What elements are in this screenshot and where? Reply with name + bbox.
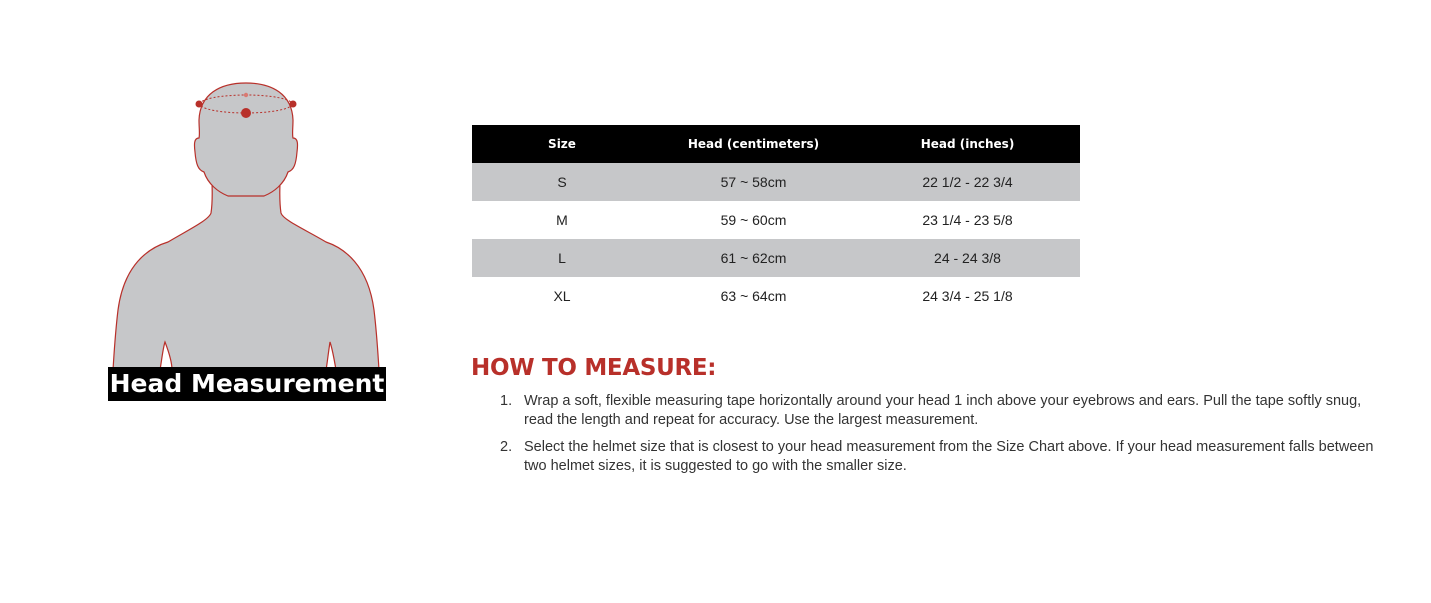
step-text: Wrap a soft, flexible measuring tape horizontally around your head 1 inch above your eyebrows and ears. Pull the tape softly snug, read the length and repeat for accuracy. Use the largest measurement. — [524, 393, 1362, 428]
list-item — [500, 392, 1380, 430]
tape-marker-front — [241, 108, 251, 118]
header-head-inches: Head (inches) — [855, 125, 1080, 163]
measure-steps-list — [500, 392, 1380, 484]
person-silhouette-illustration — [108, 80, 386, 370]
table-header-row — [472, 125, 1080, 163]
table-row — [472, 201, 1080, 239]
step-text: Select the helmet size that is closest to your head measurement from the Size Chart above. If your head measurement falls between two helmet sizes, it is suggested to go with the smaller size. — [524, 439, 1374, 474]
list-item — [500, 438, 1380, 476]
step-number: 2. — [500, 439, 513, 455]
how-to-measure-title: HOW TO MEASURE: — [471, 355, 717, 381]
size-cell: L — [472, 239, 652, 277]
cm-cell: 63 ~ 64cm — [720, 288, 787, 304]
table-row — [472, 277, 1080, 315]
inches-cell: 23 1/4 - 23 5/8 — [922, 212, 1013, 228]
figure-label: Head Measurement — [108, 367, 386, 401]
size-cell: XL — [553, 288, 571, 304]
size-cell: S — [472, 163, 652, 201]
inches-cell: 22 1/2 - 22 3/4 — [855, 163, 1080, 201]
size-chart-table — [472, 125, 1080, 315]
header-head-cm: Head (centimeters) — [652, 125, 855, 163]
header-size: Size — [472, 125, 652, 163]
cm-cell: 59 ~ 60cm — [720, 212, 787, 228]
head-measurement-figure — [108, 80, 386, 402]
tape-marker-left — [196, 101, 203, 108]
cm-cell: 57 ~ 58cm — [652, 163, 855, 201]
tape-marker-back — [244, 93, 248, 97]
inches-cell: 24 - 24 3/8 — [855, 239, 1080, 277]
size-cell: M — [556, 212, 568, 228]
step-number: 1. — [500, 393, 513, 409]
tape-marker-right — [290, 101, 297, 108]
cm-cell: 61 ~ 62cm — [652, 239, 855, 277]
inches-cell: 24 3/4 - 25 1/8 — [922, 288, 1013, 304]
table-row — [472, 239, 1080, 277]
table-row — [472, 163, 1080, 201]
